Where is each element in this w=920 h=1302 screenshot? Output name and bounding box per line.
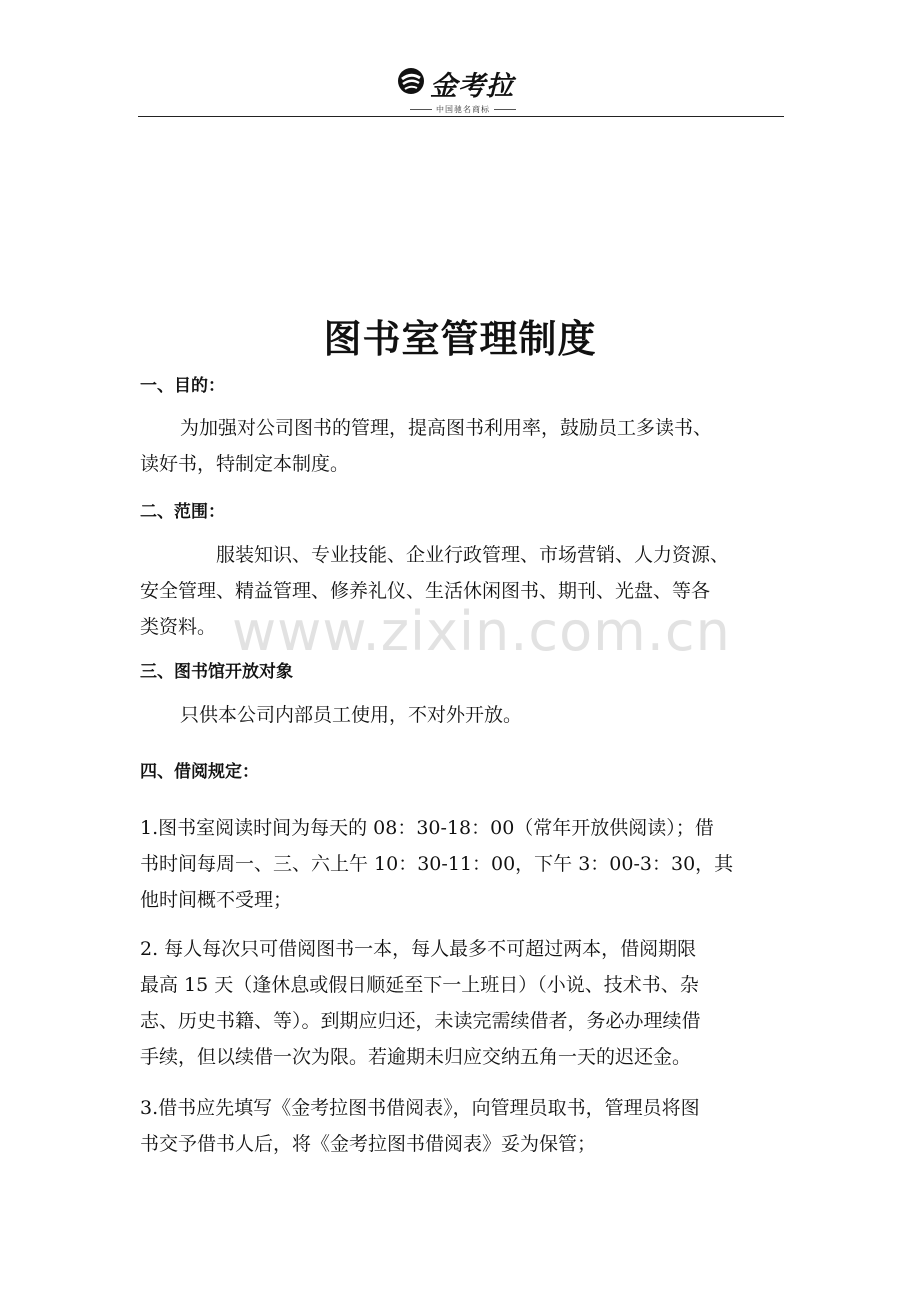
logo-subtitle: 中国驰名商标 [388, 104, 538, 115]
text-line: 书交予借书人后，将《金考拉图书借阅表》妥为保管； [140, 1133, 597, 1155]
text-line: 1.图书室阅读时间为每天的 08：30-18：00（常年开放供阅读）；借 [140, 817, 714, 839]
header-divider [138, 116, 784, 117]
section-heading-audience: 三、图书馆开放对象 [140, 662, 293, 682]
section-heading-purpose: 一、目的： [140, 376, 225, 396]
text-line: 他时间概不受理； [140, 889, 293, 911]
text-line: 读好书，特制定本制度。 [140, 453, 350, 475]
text-line: 类资料。 [140, 616, 217, 638]
rule-item-2 [140, 931, 782, 1075]
logo-swirl-icon [396, 66, 426, 96]
text-line: 只供本公司内部员工使用，不对外开放。 [180, 704, 523, 726]
text-line: 3.借书应先填写《金考拉图书借阅表》，向管理员取书，管理员将图 [140, 1097, 700, 1119]
company-logo [360, 62, 560, 114]
text-line: 志、历史书籍、等）。到期应归还，未读完需续借者，务必办理续借 [140, 1010, 701, 1032]
text-line: 2. 每人每次只可借阅图书一本，每人最多不可超过两本，借阅期限 [140, 938, 697, 960]
logo-wordmark: 金考拉 [430, 71, 514, 102]
section-heading-scope: 二、范围： [140, 502, 225, 522]
document-title: 图书室管理制度 [323, 317, 597, 361]
text-line: 书时间每周一、三、六上午 10：30-11：00，下午 3：00-3：30，其 [140, 853, 734, 875]
text-line: 最高 15 天（逢休息或假日顺延至下一上班日）（小说、技术书、杂 [140, 974, 699, 996]
rule-item-3 [140, 1090, 782, 1162]
text-line: 安全管理、精益管理、修养礼仪、生活休闲图书、期刊、光盘、等各 [140, 580, 711, 602]
watermark: www.zixin.com.cn [232, 600, 731, 663]
rule-item-1 [140, 810, 782, 918]
section-heading-rules: 四、借阅规定： [140, 762, 259, 782]
text-line: 为加强对公司图书的管理，提高图书利用率，鼓励员工多读书、 [180, 417, 713, 439]
section-body-purpose [140, 410, 782, 482]
section-body-audience [140, 697, 782, 733]
text-line: 服装知识、专业技能、企业行政管理、市场营销、人力资源、 [216, 544, 730, 566]
text-line: 手续，但以续借一次为限。若逾期未归应交纳五角一天的迟还金。 [140, 1046, 692, 1068]
